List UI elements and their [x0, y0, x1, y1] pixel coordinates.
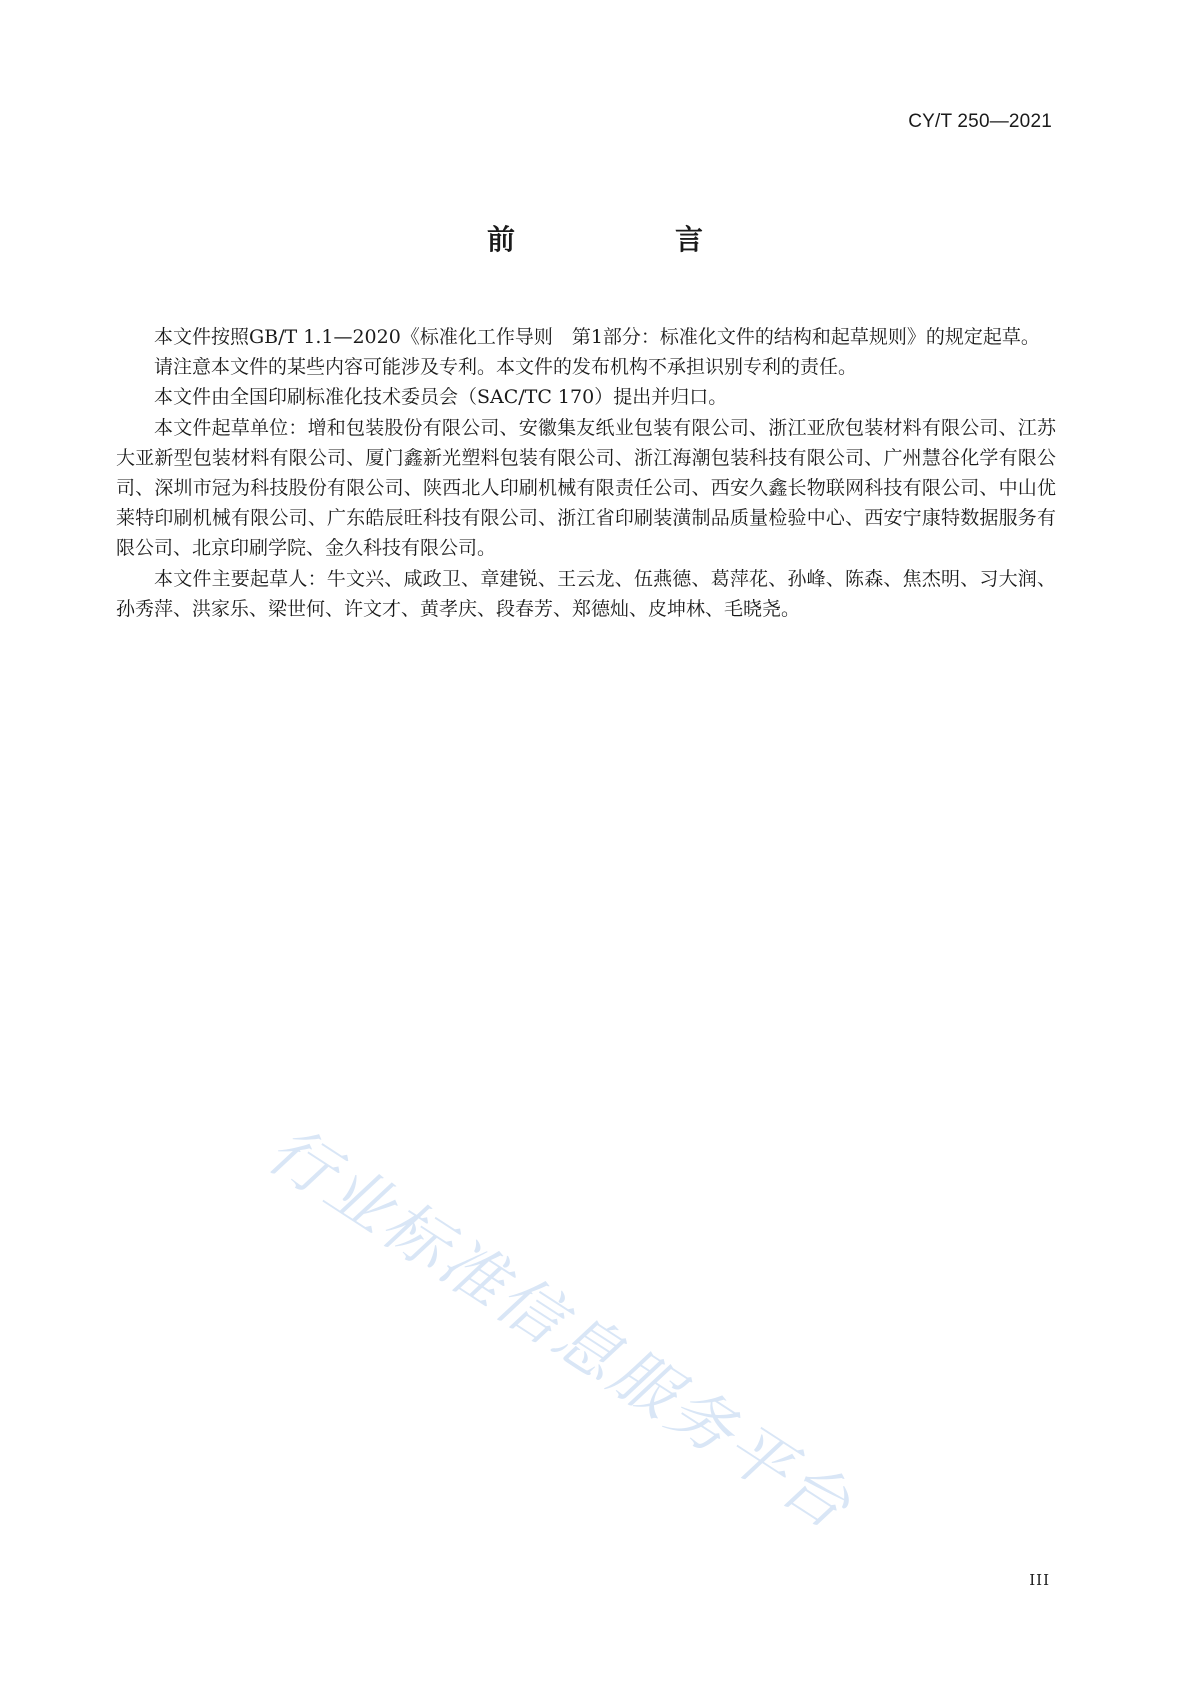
- foreword-body: [116, 322, 1056, 624]
- standard-code: CY/T 250—2021: [908, 111, 1052, 132]
- paragraph-drafting-units: 本文件起草单位：增和包装股份有限公司、安徽集友纸业包装有限公司、浙江亚欣包装材料有限公司、江苏大亚新型包装材料有限公司、厦门鑫新光塑料包装有限公司、浙江海潮包装科技有限公司、广州慧谷化学有限公司、深圳市冠为科技股份有限公司、陕西北人印刷机械有限责任公司、西安久鑫长物联网科技有限公司、中山优莱特印刷机械有限公司、广东皓辰旺科技有限公司、浙江省印刷装潢制品质量检验中心、西安宁康特数据服务有限公司、北京印刷学院、金久科技有限公司。: [116, 416, 1056, 560]
- paragraph-drafters: 本文件主要起草人：牛文兴、咸政卫、章建锐、王云龙、伍燕德、葛萍花、孙峰、陈森、焦杰明、习大润、孙秀萍、洪家乐、梁世何、许文才、黄孝庆、段春芳、郑德灿、皮坤林、毛晓尧。: [116, 567, 1056, 620]
- paragraph-patent-notice: 请注意本文件的某些内容可能涉及专利。本文件的发布机构不承担识别专利的责任。: [154, 356, 858, 379]
- page-title: 前 言: [486, 223, 769, 256]
- paragraph-proposer: 本文件由全国印刷标准化技术委员会（SAC/TC 170）提出并归口。: [154, 386, 728, 409]
- page-number: III: [1029, 1571, 1050, 1589]
- watermark: 行业标准信息服务平台: [254, 1113, 866, 1546]
- paragraph-drafting-rules: 本文件按照GB/T 1.1—2020《标准化工作导则 第1部分：标准化文件的结构和起草规则》的规定起草。: [154, 326, 1040, 348]
